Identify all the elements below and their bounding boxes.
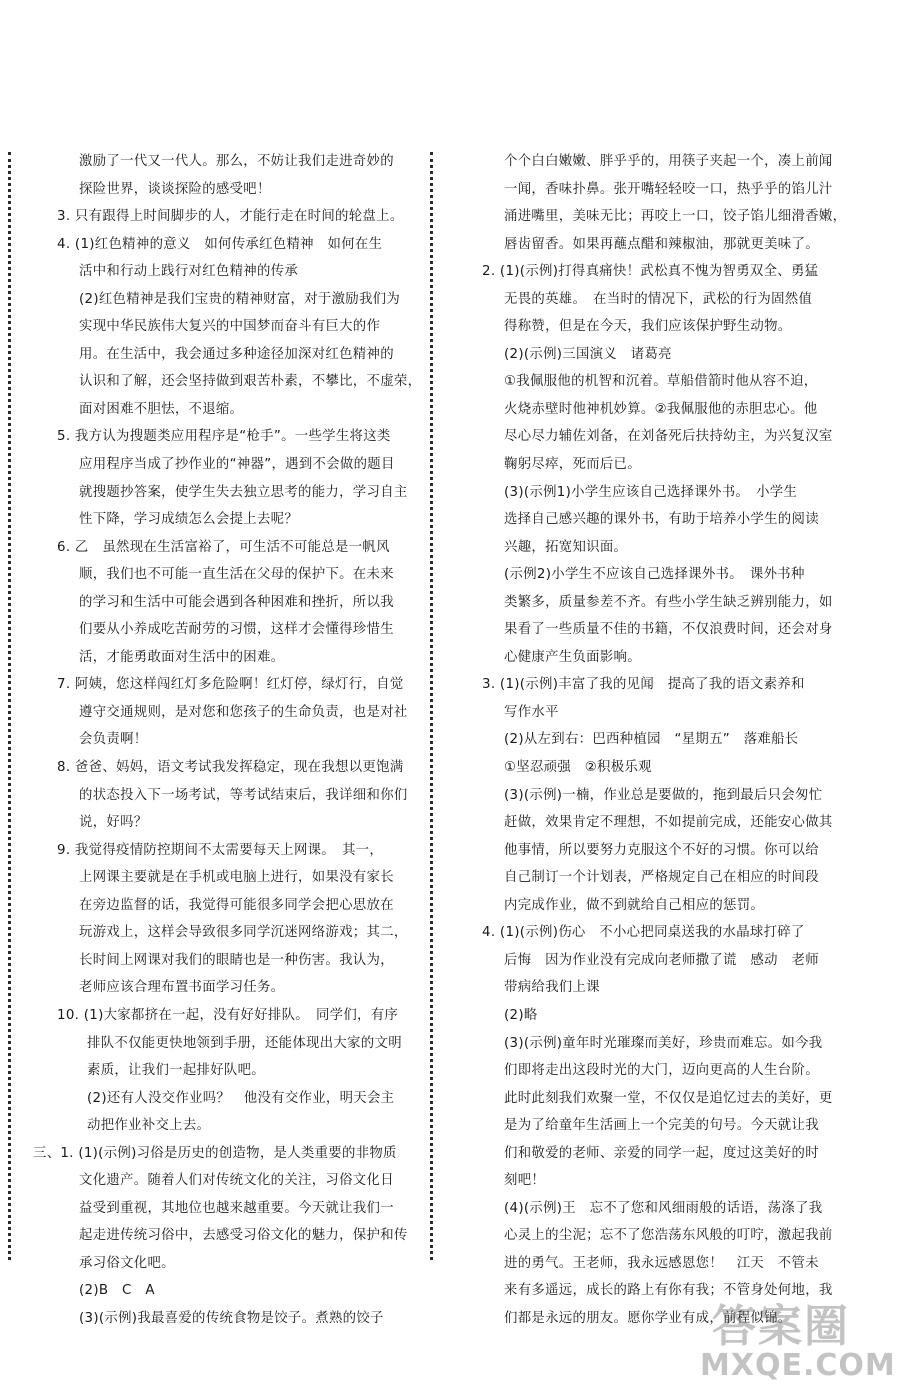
text-line: 个个白白嫩嫩、胖乎乎的，用筷子夹起一个，凑上前闻	[504, 154, 833, 169]
text-line: ①坚忍顽强 ②积极乐观	[504, 760, 652, 776]
text-line: 是为了给童年生活画上一个完美的句号。今天就让我	[504, 1118, 819, 1134]
watermark-url-text: MXQE.COM	[700, 1348, 896, 1383]
text-line: 9. 我觉得疫情防控期间不太需要每天上网课。 其一，	[57, 842, 384, 858]
text-line: 带病给我们上课	[504, 980, 600, 996]
text-line: 用。在生活中，我会通过多种途径加深对红色精神的	[79, 346, 394, 362]
text-line: (2)从左到右：巴西种植园 “星期五” 落难船长	[504, 732, 799, 748]
text-line: 8. 爸爸、妈妈，语文考试我发挥稳定，现在我想以更饱满	[57, 760, 404, 776]
text-line: 尽心尽力辅佐刘备，在刘备死后扶持幼主，为兴复汉室	[504, 429, 833, 445]
text-line: 素质，让我们一起排好队吧。	[87, 1063, 265, 1079]
text-line: 上网课主要就是在手机或电脑上进行，如果没有家长	[79, 870, 394, 886]
text-line: 在旁边监督的话，我觉得可能很多同学会把心思放在	[79, 897, 394, 913]
left-answer-column	[33, 148, 422, 1333]
text-line: 长时间上网课对我们的眼睛也是一种伤害。我认为，	[79, 952, 394, 968]
text-line: 3. 只有跟得上时间脚步的人，才能行走在时间的轮盘上。	[57, 209, 404, 225]
text-line: 后悔 因为作业没有完成向老师撒了谎 感动 老师	[504, 952, 819, 968]
text-line: 刻吧！	[504, 1173, 546, 1189]
text-line: 心健康产生负面影响。	[504, 649, 641, 665]
text-line: 5. 我方认为搜题类应用程序是“枪手”。一些学生将这类	[57, 429, 391, 445]
text-line: (2)红色精神是我们宝贵的精神财富，对于激励我们为	[79, 291, 401, 307]
text-line: 心灵上的尘泥；忘不了您浩荡东风般的叮咛，激起我前	[504, 1228, 833, 1244]
text-line: (2)(示例)三国演义 诸葛亮	[504, 346, 672, 362]
text-line: 的状态投入下一场考试，等考试结束后，我详细和你们	[79, 787, 408, 803]
text-line: 老师应该合理布置书面学习任务。	[79, 980, 285, 996]
text-line: 写作水平	[504, 704, 559, 720]
text-line: (示例2)小学生不应该自己选择课外书。 课外书种	[504, 567, 805, 583]
text-line: 类繁多，质量参差不齐。有些小学生缺乏辨别能力，如	[504, 594, 833, 610]
text-line: 遵守交通规则，是对您和您孩子的生命负责，也是对社	[79, 704, 408, 720]
text-line: 承习俗文化吧。	[79, 1255, 175, 1271]
watermark-main-text: 答案圈	[712, 1301, 850, 1352]
right-answer-column	[470, 148, 847, 1333]
text-line: (2)还有人没交作业吗？ 他没有交作业，明天会主	[87, 1090, 395, 1106]
text-line: 实现中华民族伟大复兴的中国梦而奋斗有巨大的作	[79, 319, 381, 335]
text-line: 说，好吗？	[79, 815, 148, 831]
text-line: 顺，我们也不可能一直生活在父母的保护下。在未来	[79, 567, 394, 583]
text-line: 此时此刻我们欢聚一堂，不仅仅是追忆过去的美好，更	[504, 1090, 833, 1106]
text-line: 4. (1)(示例)伤心 不小心把同桌送我的水晶球打碎了	[482, 925, 805, 941]
text-line: 认识和了解，还会坚持做到艰苦朴素，不攀比，不虚荣，	[79, 374, 422, 390]
text-line: 三、1. (1)(示例)习俗是历史的创造物，是人类重要的非物质	[33, 1145, 397, 1161]
text-line: 激励了一代又一代人。那么，不妨让我们走进奇妙的	[79, 154, 394, 169]
text-line: (3)(示例)我最喜爱的传统食物是饺子。煮熟的饺子	[79, 1310, 384, 1326]
text-line: 赶做，效果肯定不理想，不如提前完成，还能安心做其	[504, 815, 833, 831]
text-line: ①我佩服他的机智和沉着。草船借箭时他从容不迫，	[504, 374, 818, 390]
text-line: 无畏的英雄。 在当时的情况下，武松的行为固然值	[504, 291, 813, 307]
text-line: 起走进传统习俗中，去感受习俗文化的魅力，保护和传	[79, 1228, 408, 1244]
text-line: 火烧赤壁时他神机妙算。②我佩服他的赤胆忠心。他	[504, 401, 818, 417]
text-line: 2. (1)(示例)打得真痛快！武松真不愧为智勇双全、勇猛	[482, 264, 819, 280]
text-line: 玩游戏上，这样会导致很多同学沉迷网络游戏；其二，	[79, 925, 408, 941]
text-line: 内完成作业，做不到就给自己相应的惩罚。	[504, 897, 765, 913]
text-line: 排队不仅能更快地领到手册，还能体现出大家的文明	[87, 1035, 402, 1051]
watermark-logo	[690, 1290, 896, 1385]
text-line: 6. 乙 虽然现在生活富裕了，可生活不可能总是一帆风	[57, 539, 390, 555]
text-line: 果看了一些质量不佳的书籍，不仅浪费时间，还会对身	[504, 622, 833, 638]
text-line: 10. (1)大家都挤在一起，没有好好排队。 同学们，有序	[57, 1007, 399, 1023]
text-line: 得称赞，但是在今天，我们应该保护野生动物。	[504, 319, 792, 335]
text-line: (2)B C A	[79, 1283, 155, 1299]
text-line: 应用程序当成了抄作业的“神器”，遇到不会做的题目	[79, 457, 395, 473]
text-line: 动把作业补交上去。	[87, 1118, 211, 1134]
text-line: (4)(示例)王 忘不了您和风细雨般的话语，荡涤了我	[504, 1200, 823, 1216]
text-line: 们即将走出这段时光的大门，迈向更高的人生台阶。	[504, 1063, 819, 1079]
text-line: 面对困难不胆怯，不退缩。	[79, 401, 244, 417]
text-line: 益受到重视，其地位也越来越重要。今天就让我们一	[79, 1200, 394, 1216]
text-line: 3. (1)(示例)丰富了我的见闻 提高了我的语文素养和	[482, 677, 805, 693]
text-line: 进的勇气。王老师，我永远感恩您！ 江天 不管未	[504, 1255, 819, 1271]
text-line: 探险世界，谈谈探险的感受吧！	[79, 181, 271, 197]
text-line: (3)(示例)童年时光璀璨而美好，珍贵而难忘。如今我	[504, 1035, 823, 1051]
text-line: 唇齿留香。如果再蘸点醋和辣椒油，那就更美味了。	[504, 236, 819, 252]
text-line: 4. (1)红色精神的意义 如何传承红色精神 如何在生	[57, 236, 383, 252]
text-line: 一闻，香味扑鼻。张开嘴轻轻咬一口，热乎乎的馅儿汁	[504, 181, 833, 197]
left-dotted-margin	[8, 152, 11, 1260]
text-line: 文化遗产。随着人们对传统文化的关注，习俗文化日	[79, 1173, 394, 1189]
text-line: 选择自己感兴趣的课外书，有助于培养小学生的阅读	[504, 512, 819, 528]
text-line: (2)略	[504, 1007, 538, 1023]
text-line: 就搜题抄答案，使学生失去独立思考的能力，学习自主	[79, 484, 408, 500]
text-line: 他事情，所以要努力克服这个不好的习惯。你可以给	[504, 842, 819, 858]
text-line: 兴趣，拓宽知识面。	[504, 539, 628, 555]
center-dotted-divider	[430, 152, 433, 1260]
text-line: 涌进嘴里，美味无比；再咬上一口，饺子馅儿细滑香嫩，	[504, 209, 847, 225]
text-line: 们都是永远的朋友。愿你学业有成，前程似锦。	[504, 1310, 792, 1326]
text-line: 来有多遥远，成长的路上有你有我；不管身处何地，我	[504, 1283, 833, 1299]
text-line: 们和敬爱的老师、亲爱的同学一起，度过这美好的时	[504, 1145, 819, 1161]
text-line: 活，才能勇敢面对生活中的困难。	[79, 649, 285, 665]
text-line: 活中和行动上践行对红色精神的传承	[79, 264, 299, 280]
text-line: 鞠躬尽瘁，死而后已。	[504, 457, 641, 473]
text-line: 性下降，学习成绩怎么会提上去呢？	[79, 512, 299, 528]
text-line: 自己制订一个计划表，严格规定自己在相应的时间段	[504, 870, 819, 886]
text-line: 会负责啊！	[79, 732, 148, 748]
text-line: 的学习和生活中可能会遇到各种困难和挫折，所以我	[79, 594, 394, 610]
text-line: (3)(示例1)小学生应该自己选择课外书。 小学生	[504, 484, 798, 500]
text-line: 们要从小养成吃苦耐劳的习惯，这样才会懂得珍惜生	[79, 622, 394, 638]
text-line: 7. 阿姨，您这样闯红灯多危险啊！红灯停，绿灯行，自觉	[57, 677, 404, 693]
text-line: (3)(示例)一楠，作业总是要做的，拖到最后只会匆忙	[504, 787, 823, 803]
